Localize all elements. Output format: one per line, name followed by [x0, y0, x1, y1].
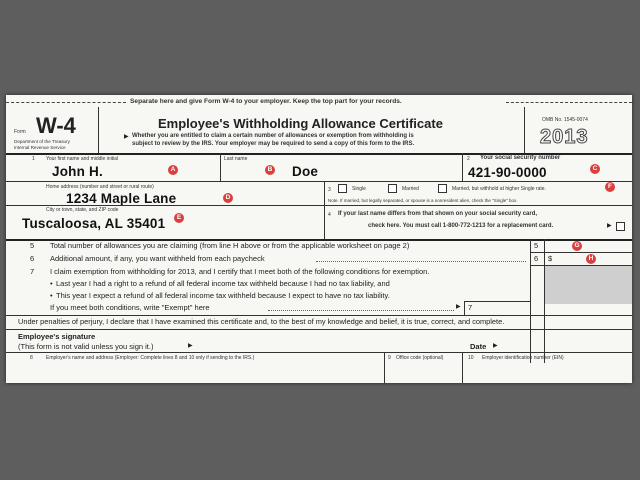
form-code: W-4	[36, 113, 76, 138]
line8-text: Employer's name and address (Employer: Complete lines 8 and 10 only if sending to the IRS.)	[46, 355, 255, 361]
city-label: City or town, state, and ZIP code	[46, 207, 119, 213]
name-divider	[220, 153, 221, 181]
ssn-number: 2	[467, 156, 470, 162]
arrow-icon: ▶	[124, 134, 129, 140]
married-label: Married	[402, 186, 419, 192]
married-higher-label: Married, but withhold at higher Single rate.	[452, 186, 546, 192]
line7-box: 7	[468, 303, 473, 312]
marker-h: H	[586, 254, 596, 264]
address-value[interactable]: 1234 Maple Lane	[66, 191, 177, 206]
line6-number: 6	[30, 254, 35, 263]
signature-arrow-icon: ▶	[188, 343, 193, 349]
separator-text: Separate here and give Form W-4 to your employer. Keep the top part for your records.	[130, 98, 402, 105]
line7-arrow-icon: ▶	[456, 304, 461, 310]
line9-text: Office code (optional)	[396, 355, 444, 361]
single-checkbox[interactable]	[338, 184, 347, 193]
line4-arrow-icon: ▶	[607, 223, 612, 229]
w4-form	[6, 95, 632, 383]
line9-number: 9	[388, 355, 391, 361]
perjury-statement: Under penalties of perjury, I declare that I have examined this certificate and, to the best of my knowledge and belief, it is true, correct, and complete.	[18, 317, 505, 326]
line10-divider	[462, 352, 463, 383]
omb-number: OMB No. 1545-0074	[542, 117, 588, 123]
ssn-label: Your social security number	[480, 155, 561, 161]
date-label: Date	[470, 342, 487, 351]
year-outline: 2013	[540, 126, 589, 148]
line6-box: 6	[534, 254, 539, 263]
shaded-area	[545, 266, 632, 304]
line4-text1: If your last name differs from that shown on your social security card,	[338, 211, 538, 217]
line7-bullet1: Last year I had a right to a refund of all federal income tax withheld because I had no tax liability, and	[56, 279, 390, 288]
last-name-value[interactable]: Doe	[292, 164, 319, 179]
marker-e: E	[174, 213, 184, 223]
line7-box-left	[464, 301, 465, 315]
line4-number: 4	[328, 212, 331, 218]
line7-exempt-label: If you meet both conditions, write "Exempt" here	[50, 303, 210, 312]
city-value[interactable]: Tuscaloosa, AL 35401	[22, 216, 166, 231]
signature-label: Employee's signature	[18, 332, 96, 341]
dept-line2: Internal Revenue Service	[14, 145, 66, 150]
dept-line1: Department of the Treasury	[14, 139, 70, 144]
line7-leader-dots	[268, 310, 454, 311]
instruction-line1: Whether you are entitled to claim a certain number of allowances or exemption from withholding is	[132, 133, 414, 139]
cut-line-right	[506, 102, 632, 103]
line5-number: 5	[30, 241, 35, 250]
last-name-label: Last name	[224, 156, 248, 162]
address-label: Home address (number and street or rural route)	[46, 184, 154, 190]
marker-b: B	[265, 165, 275, 175]
marker-f: F	[605, 182, 615, 192]
date-arrow-icon: ▶	[493, 343, 498, 349]
line10-text: Employer identification number (EIN)	[482, 355, 564, 361]
line7-number: 7	[30, 267, 35, 276]
line4-text2: check here. You must call 1-800-772-1213 for a replacement card.	[368, 223, 554, 229]
line10-number: 10	[468, 355, 474, 361]
instruction-line2: subject to review by the IRS. Your employer may be required to send a copy of this form to the IRS.	[132, 141, 415, 147]
signature-rule	[6, 352, 632, 353]
married-checkbox[interactable]	[388, 184, 397, 193]
bullet-icon: •	[50, 279, 53, 288]
row1-rule	[6, 181, 632, 182]
ssn-value[interactable]: 421-90-0000	[468, 165, 547, 180]
line6-leader-dots	[316, 261, 526, 262]
dollar-sign: $	[548, 254, 553, 263]
line7-rule	[6, 315, 632, 316]
header-divider-right	[524, 107, 525, 153]
form-title: Employee's Withholding Allowance Certificate	[158, 116, 443, 131]
line7-text: I claim exemption from withholding for 2013, and I certify that I meet both of the following conditions for exemption.	[50, 267, 430, 276]
bullet-icon: •	[50, 291, 53, 300]
line9-divider	[384, 352, 385, 383]
marker-g: G	[572, 241, 582, 251]
line7-box-top	[464, 301, 530, 302]
first-name-value[interactable]: John H.	[52, 164, 103, 179]
marker-a: A	[168, 165, 178, 175]
marital-note: Note. If married, but legally separated, or spouse is a nonresident alien, check the "Single" box.	[328, 198, 518, 203]
name-differs-checkbox[interactable]	[616, 222, 625, 231]
ssn-divider	[462, 153, 463, 181]
line5-rule	[530, 252, 632, 253]
box-column-left	[530, 239, 531, 363]
perjury-rule	[6, 329, 632, 330]
line7-bullet2: This year I expect a refund of all federal income tax withheld because I expect to have no tax liability.	[56, 291, 390, 300]
line1-number: 1	[32, 156, 35, 162]
line6-text: Additional amount, if any, you want withheld from each paycheck	[50, 254, 265, 263]
married-higher-checkbox[interactable]	[438, 184, 447, 193]
first-name-label: Your first name and middle initial	[46, 156, 119, 162]
line3-number: 3	[328, 187, 331, 193]
marker-d: D	[223, 193, 233, 203]
line5-text: Total number of allowances you are claiming (from line H above or from the applicable worksheet on page 2)	[50, 241, 410, 250]
marker-c: C	[590, 164, 600, 174]
form-word: Form	[14, 129, 26, 135]
row2-rule	[6, 205, 632, 206]
signature-sub: (This form is not valid unless you sign it.)	[18, 342, 154, 351]
line8-number: 8	[30, 355, 33, 361]
address-divider	[324, 181, 325, 239]
cut-line-left	[6, 102, 126, 103]
header-divider-left	[98, 107, 99, 153]
line5-box: 5	[534, 241, 539, 250]
single-label: Single	[352, 186, 366, 192]
